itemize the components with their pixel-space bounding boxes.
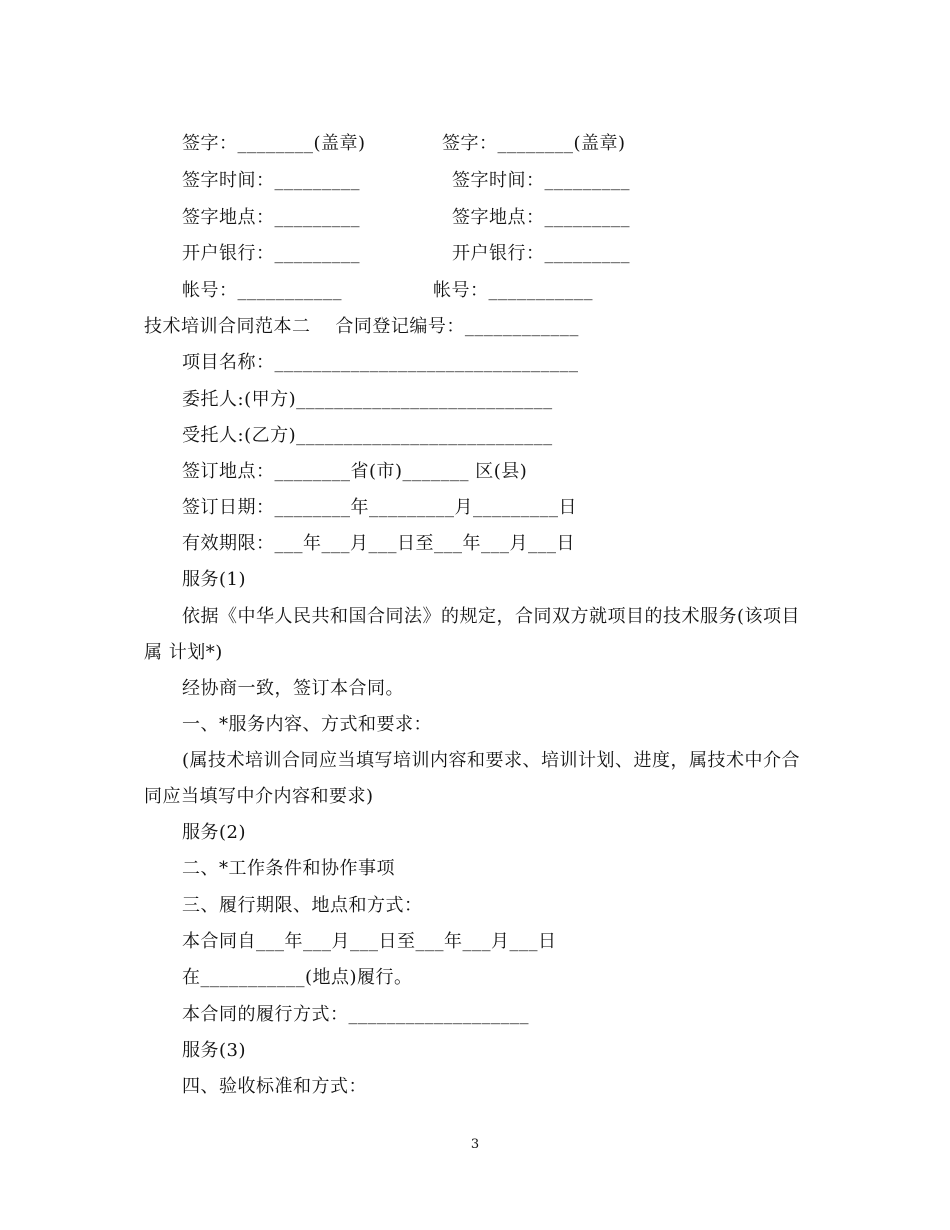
contract-title-line: 技术培训合同范本二 合同登记编号：____________ [144,316,579,337]
left-sign-line: 签字：________(盖章) [182,133,366,154]
left-sign-place-line: 签字地点：_________ [182,207,360,228]
clause-1-note-line-2: 同应当填写中介内容和要求) [144,786,374,807]
term-line: 本合同自___年___月___日至___年___月___日 [182,931,557,952]
trustee-line: 受托人:(乙方)___________________________ [182,425,553,446]
clause-1-heading: 一、*服务内容、方式和要求： [182,714,432,735]
right-sign-time-line: 签字时间：_________ [452,170,630,191]
clause-4-heading: 四、验收标准和方式： [182,1076,367,1097]
project-name-line: 项目名称：________________________________ [182,352,579,373]
right-bank-line: 开户银行：_________ [452,243,630,264]
left-sign-time-line: 签字时间：_________ [182,170,360,191]
agreement-line: 经协商一致，签订本合同。 [182,678,404,699]
left-account-line: 帐号：___________ [182,280,342,301]
basis-line-1: 依据《中华人民共和国合同法》的规定，合同双方就项目的技术服务(该项目 [182,606,801,627]
basis-line-2: 属 计划*) [144,642,223,663]
sign-place-line: 签订地点：________省(市)_______ 区(县) [182,461,528,482]
clause-2-heading: 二、*工作条件和协作事项 [182,858,395,879]
validity-line: 有效期限：___年___月___日至___年___月___日 [182,533,575,554]
left-bank-line: 开户银行：_________ [182,243,360,264]
right-sign-place-line: 签字地点：_________ [452,207,630,228]
service-3-heading: 服务(3) [182,1040,246,1061]
method-line: 本合同的履行方式：___________________ [182,1004,529,1025]
clause-3-heading: 三、履行期限、地点和方式： [182,895,423,916]
service-1-heading: 服务(1) [182,569,246,590]
sign-date-line: 签订日期：________年_________月_________日 [182,497,577,518]
service-2-heading: 服务(2) [182,822,246,843]
client-line: 委托人:(甲方)___________________________ [182,389,553,410]
clause-1-note-line-1: (属技术培训合同应当填写培训内容和要求、培训计划、进度，属技术中介合 [182,750,801,771]
right-account-line: 帐号：___________ [433,280,593,301]
right-sign-line: 签字：________(盖章) [442,133,626,154]
page-number: 3 [470,1137,480,1152]
place-line: 在___________(地点)履行。 [182,967,413,988]
